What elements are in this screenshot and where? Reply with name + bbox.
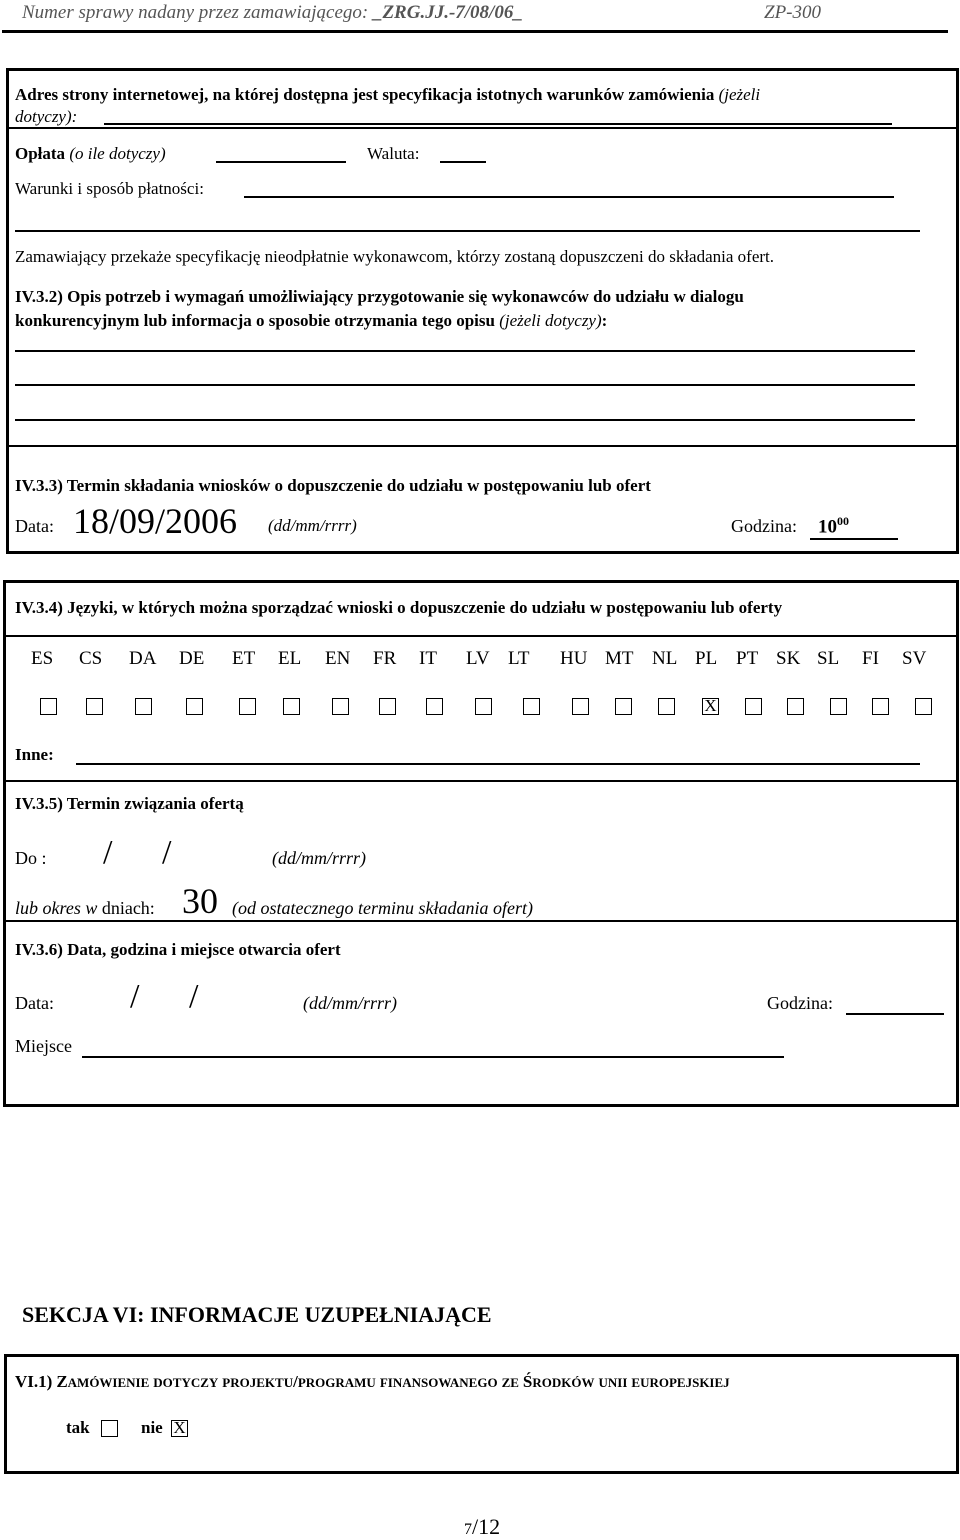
- iv36-date-label: Data:: [15, 993, 54, 1013]
- page-separator: /: [472, 1514, 479, 1539]
- divider: [6, 780, 956, 782]
- other-languages-field[interactable]: [76, 763, 920, 765]
- iv32-title-text: konkurencyjnym lub informacja o sposobie otrzymania tego opisu: [15, 311, 495, 330]
- iv32-title-line2: [15, 311, 607, 331]
- minute: 00: [837, 514, 849, 528]
- iv33-title: IV.3.3) Termin składania wniosków o dopuszczenie do udziału w postępowaniu lub ofert: [15, 476, 651, 495]
- payment-field[interactable]: [244, 196, 894, 198]
- iv35-days-note: (od ostatecznego terminu składania ofert): [232, 898, 533, 918]
- iv33-hour-value[interactable]: [818, 514, 849, 538]
- page-total: 12: [478, 1514, 501, 1539]
- fee-line: [15, 144, 166, 164]
- iv36-slash-2: /: [189, 978, 199, 1015]
- vi1-word-rest: PROJEKTU: [222, 1375, 294, 1390]
- vi1-word-rest: DOTYCZY: [153, 1375, 219, 1390]
- iv32-field-2[interactable]: [15, 384, 915, 386]
- lang-checkbox-fi[interactable]: [872, 698, 889, 715]
- lang-code-cs: CS: [79, 648, 103, 669]
- vi1-word: [502, 1374, 519, 1391]
- lang-code-da: DA: [129, 648, 157, 669]
- hour: 10: [818, 516, 837, 538]
- spec-address-note: (jeżeli: [718, 85, 761, 104]
- iv36-hour-field[interactable]: [846, 1013, 944, 1015]
- vi1-word: [523, 1374, 595, 1391]
- iv33-hour-field: [810, 538, 898, 540]
- payment-field-2[interactable]: [15, 230, 920, 232]
- section-6-title: SEKCJA VI: INFORMACJE UZUPEŁNIAJĄCE: [22, 1302, 492, 1327]
- lang-checkbox-it[interactable]: [426, 698, 443, 715]
- lang-code-lv: LV: [466, 648, 490, 669]
- vi1-word-rest: AMÓWIENIE: [67, 1375, 150, 1390]
- lang-checkbox-et[interactable]: [239, 698, 256, 715]
- divider: [6, 635, 956, 637]
- currency-label: Waluta:: [367, 144, 420, 163]
- iv33-date-format: (dd/mm/rrrr): [268, 516, 357, 535]
- iv36-place-field[interactable]: [82, 1056, 784, 1058]
- iv36-hour-label: Godzina:: [767, 993, 833, 1013]
- fee-field[interactable]: [216, 161, 346, 163]
- vi1-word: [599, 1374, 628, 1391]
- lang-checkbox-lv[interactable]: [475, 698, 492, 715]
- vi1-number: VI.1): [15, 1372, 53, 1391]
- lang-checkbox-el[interactable]: [283, 698, 300, 715]
- fee-label: Opłata: [15, 144, 66, 163]
- lang-checkbox-pt[interactable]: [745, 698, 762, 715]
- vi1-word: [631, 1374, 729, 1391]
- iv35-days-label: dniach:: [101, 898, 155, 918]
- lang-checkbox-sk[interactable]: [787, 698, 804, 715]
- iv33-hour-label: Godzina:: [731, 516, 797, 536]
- divider: [6, 920, 956, 922]
- lang-code-hu: HU: [560, 648, 588, 669]
- vi1-word-rest: RODKÓW: [532, 1375, 595, 1390]
- lang-code-mt: MT: [605, 648, 634, 669]
- lang-checkbox-de[interactable]: [186, 698, 203, 715]
- vi1-word-cap: Z: [56, 1372, 68, 1391]
- lang-code-es: ES: [31, 648, 54, 669]
- iv36-date-format: (dd/mm/rrrr): [303, 993, 398, 1013]
- vi1-word-rest: FINANSOWANEGO: [379, 1375, 498, 1390]
- spec-address-note2: dotyczy):: [15, 107, 78, 126]
- form-code: ZP-300: [764, 2, 821, 23]
- yes-checkbox[interactable]: [101, 1420, 118, 1437]
- vi1-word: [222, 1374, 376, 1391]
- case-number-line: [22, 2, 523, 24]
- iv35-slash-2: /: [162, 834, 172, 871]
- iv32-note: (jeżeli dotyczy): [499, 311, 602, 330]
- iv36-slash-1: /: [130, 978, 140, 1015]
- currency-field[interactable]: [440, 161, 486, 163]
- no-label: nie: [141, 1418, 163, 1437]
- lang-code-lt: LT: [508, 648, 530, 669]
- payment-label: Warunki i sposób płatności:: [15, 179, 204, 198]
- iv33-date-value[interactable]: 18/09/2006: [73, 501, 238, 541]
- lang-code-nl: NL: [652, 648, 678, 669]
- vi1-word-cap: /: [293, 1372, 298, 1391]
- lang-code-it: IT: [419, 648, 437, 669]
- iv33-date-label: Data:: [15, 516, 54, 536]
- vi1-word: [380, 1374, 498, 1391]
- iv35-date-format: (dd/mm/rrrr): [272, 848, 367, 868]
- lang-checkbox-pl[interactable]: X: [702, 698, 719, 715]
- vi1-word: [56, 1374, 149, 1391]
- lang-code-pt: PT: [736, 648, 759, 669]
- iv36-title: IV.3.6) Data, godzina i miejsce otwarcia ofert: [15, 940, 341, 959]
- lang-checkbox-en[interactable]: [332, 698, 349, 715]
- lang-checkbox-sv[interactable]: [915, 698, 932, 715]
- iv36-place-label: Miejsce: [15, 1036, 72, 1056]
- iv35-days-value[interactable]: 30: [182, 881, 218, 921]
- lang-checkbox-cs[interactable]: [86, 698, 103, 715]
- iv32-title-line1: IV.3.2) Opis potrzeb i wymagań umożliwiający przygotowanie się wykonawców do udziału w dialogu: [15, 287, 744, 306]
- divider: [9, 445, 956, 447]
- lang-code-en: EN: [325, 648, 351, 669]
- iv32-field-3[interactable]: [15, 419, 915, 421]
- lang-checkbox-lt[interactable]: [523, 698, 540, 715]
- vi1-title: [15, 1372, 730, 1393]
- lang-code-el: EL: [278, 648, 302, 669]
- lang-code-sv: SV: [902, 648, 927, 669]
- vi1-word-rest: PROGRAMU: [297, 1375, 376, 1390]
- iv35-or-label: lub okres w: [15, 898, 98, 918]
- page-number: [464, 1514, 500, 1540]
- iv34-title: IV.3.4) Języki, w których można sporządzać wnioski o dopuszczenie do udziału w postępowaniu lub oferty: [15, 598, 783, 617]
- case-number-label: Numer sprawy nadany przez zamawiającego:: [22, 2, 369, 23]
- iv32-field-1[interactable]: [15, 350, 915, 352]
- other-languages-label: Inne:: [15, 745, 54, 764]
- lang-code-et: ET: [232, 648, 256, 669]
- vi1-word: [153, 1374, 218, 1391]
- lang-code-pl: PL: [695, 648, 718, 669]
- lang-checkbox-hu[interactable]: [572, 698, 589, 715]
- vi1-word-rest: ZE: [501, 1375, 519, 1390]
- lang-code-fi: FI: [862, 648, 879, 669]
- page-current: 7: [464, 1521, 472, 1538]
- no-checkbox[interactable]: X: [171, 1420, 188, 1437]
- yes-label: tak: [66, 1418, 90, 1437]
- fee-note: (o ile dotyczy): [69, 144, 166, 163]
- iv32-colon: :: [601, 311, 608, 330]
- lang-code-sl: SL: [817, 648, 840, 669]
- vi1-word-rest: UNII: [598, 1375, 628, 1390]
- vi1-word-cap: Ś: [522, 1372, 533, 1391]
- iv35-slash-1: /: [103, 834, 113, 871]
- iv35-title: IV.3.5) Termin związania ofertą: [15, 794, 244, 813]
- lang-code-de: DE: [179, 648, 205, 669]
- lang-checkbox-da[interactable]: [135, 698, 152, 715]
- lang-checkbox-mt[interactable]: [615, 698, 632, 715]
- iv35-days-line: [15, 898, 155, 919]
- vi1-word-rest: EUROPEJSKIEJ: [631, 1375, 730, 1390]
- header-rule: [2, 30, 948, 33]
- divider: [9, 127, 956, 129]
- spec-address-line: [15, 85, 760, 105]
- free-spec-text: Zamawiający przekaże specyfikację nieodpłatnie wykonawcom, którzy zostaną dopuszczeni do składania ofert.: [15, 247, 775, 266]
- lang-code-sk: SK: [776, 648, 801, 669]
- lang-code-fr: FR: [373, 648, 397, 669]
- lang-checkbox-nl[interactable]: [658, 698, 675, 715]
- iv35-to-label: Do :: [15, 848, 47, 868]
- lang-checkbox-sl[interactable]: [830, 698, 847, 715]
- lang-checkbox-es[interactable]: [40, 698, 57, 715]
- spec-address-field[interactable]: [104, 123, 892, 125]
- spec-address-label: Adres strony internetowej, na której dostępna jest specyfikacja istotnych warunków zamówienia: [15, 85, 715, 104]
- lang-checkbox-fr[interactable]: [379, 698, 396, 715]
- case-number-value: _ZRG.JJ.-7/08/06_: [372, 2, 523, 23]
